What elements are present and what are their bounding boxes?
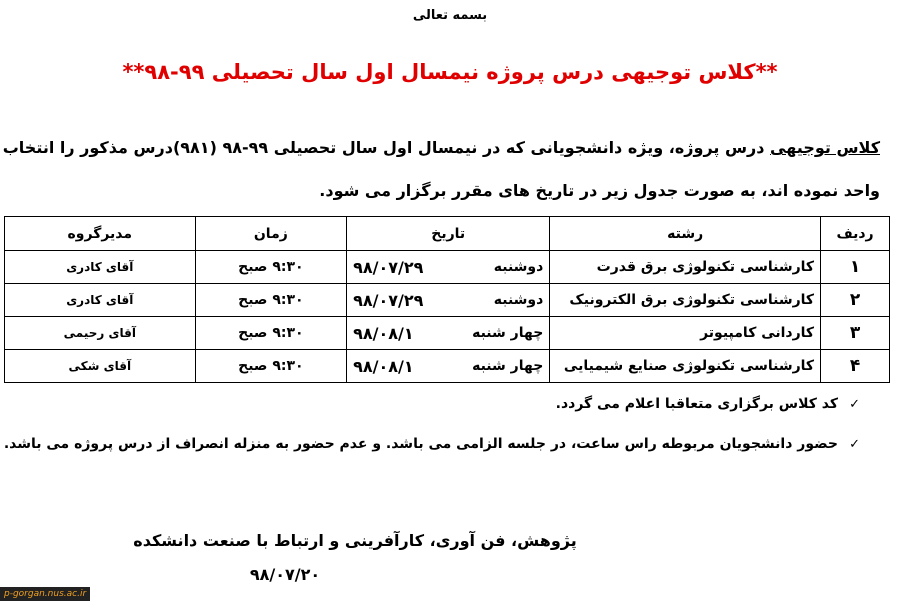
cell-date <box>347 317 550 350</box>
note-item <box>0 430 860 470</box>
note-item <box>0 390 860 430</box>
cell-day: چهار شنبه <box>472 325 544 341</box>
cell-day: دوشنبه <box>493 292 544 308</box>
cell-time: ۹:۳۰ صبح <box>195 350 346 383</box>
signature-unit: پژوهش، فن آوری، کارآفرینی و ارتباط با صنعت دانشکده <box>133 531 577 550</box>
header-time: زمان <box>195 217 346 251</box>
table-row <box>5 251 890 284</box>
cell-row-number: ۲ <box>821 284 890 317</box>
cell-manager: آقای شکی <box>5 350 196 383</box>
cell-time: ۹:۳۰ صبح <box>195 284 346 317</box>
table-row <box>5 350 890 383</box>
note-text: کد کلاس برگزاری متعاقبا اعلام می گردد. <box>555 396 838 412</box>
table-header-row <box>5 217 890 251</box>
cell-manager: آقای کادری <box>5 251 196 284</box>
table-row <box>5 284 890 317</box>
schedule-table <box>4 216 890 383</box>
cell-day: دوشنبه <box>493 259 544 275</box>
cell-date <box>347 350 550 383</box>
cell-time: ۹:۳۰ صبح <box>195 251 346 284</box>
cell-row-number: ۳ <box>821 317 890 350</box>
note-text: حضور دانشجویان مربوطه راس ساعت، در جلسه الزامی می باشد. و عدم حضور به منزله انصراف از درس پروژه می باشد. <box>3 436 838 452</box>
cell-day: چهار شنبه <box>472 358 544 374</box>
checkmark-icon: ✓ <box>849 437 860 452</box>
header-row-number: ردیف <box>821 217 890 251</box>
site-watermark: p-gorgan.nus.ac.ir <box>0 587 90 601</box>
signature-block <box>120 524 590 592</box>
document-title: **کلاس توجیهی درس پروژه نیمسال اول سال تحصیلی ۹۹-۹۸** <box>122 60 778 84</box>
cell-row-number: ۱ <box>821 251 890 284</box>
cell-time: ۹:۳۰ صبح <box>195 317 346 350</box>
intro-paragraph <box>0 126 880 212</box>
cell-date-value: ۹۸/۰۸/۱ <box>353 323 414 343</box>
intro-text: درس پروژه، ویژه دانشجویانی که در نیمسال اول سال تحصیلی ۹۹-۹۸ (۹۸۱)درس مذکور را انتخاب واحد نموده اند، به صورت جدول زیر در تاریخ های مقرر برگزار می شود. <box>2 138 880 200</box>
cell-field: کارشناسی تکنولوژی برق الکترونیک <box>550 284 821 317</box>
cell-row-number: ۴ <box>821 350 890 383</box>
cell-field: کاردانی کامپیوتر <box>550 317 821 350</box>
cell-date <box>347 284 550 317</box>
cell-field: کارشناسی تکنولوژی صنایع شیمیایی <box>550 350 821 383</box>
checkmark-icon: ✓ <box>849 397 860 412</box>
cell-date-value: ۹۸/۰۷/۲۹ <box>353 290 424 310</box>
header-manager: مدیرگروه <box>5 217 196 251</box>
cell-manager: آقای رحیمی <box>5 317 196 350</box>
notes-list <box>0 390 860 470</box>
cell-date-value: ۹۸/۰۷/۲۹ <box>353 257 424 277</box>
bismillah-heading: بسمه تعالی <box>412 8 488 23</box>
cell-manager: آقای کادری <box>5 284 196 317</box>
intro-underlined-text: کلاس توجیهی <box>770 138 880 157</box>
cell-field: کارشناسی تکنولوژی برق قدرت <box>550 251 821 284</box>
cell-date-value: ۹۸/۰۸/۱ <box>353 356 414 376</box>
header-date: تاریخ <box>347 217 550 251</box>
header-field: رشته <box>550 217 821 251</box>
signature-date: ۹۸/۰۷/۲۰ <box>249 565 321 584</box>
table-row <box>5 317 890 350</box>
cell-date <box>347 251 550 284</box>
